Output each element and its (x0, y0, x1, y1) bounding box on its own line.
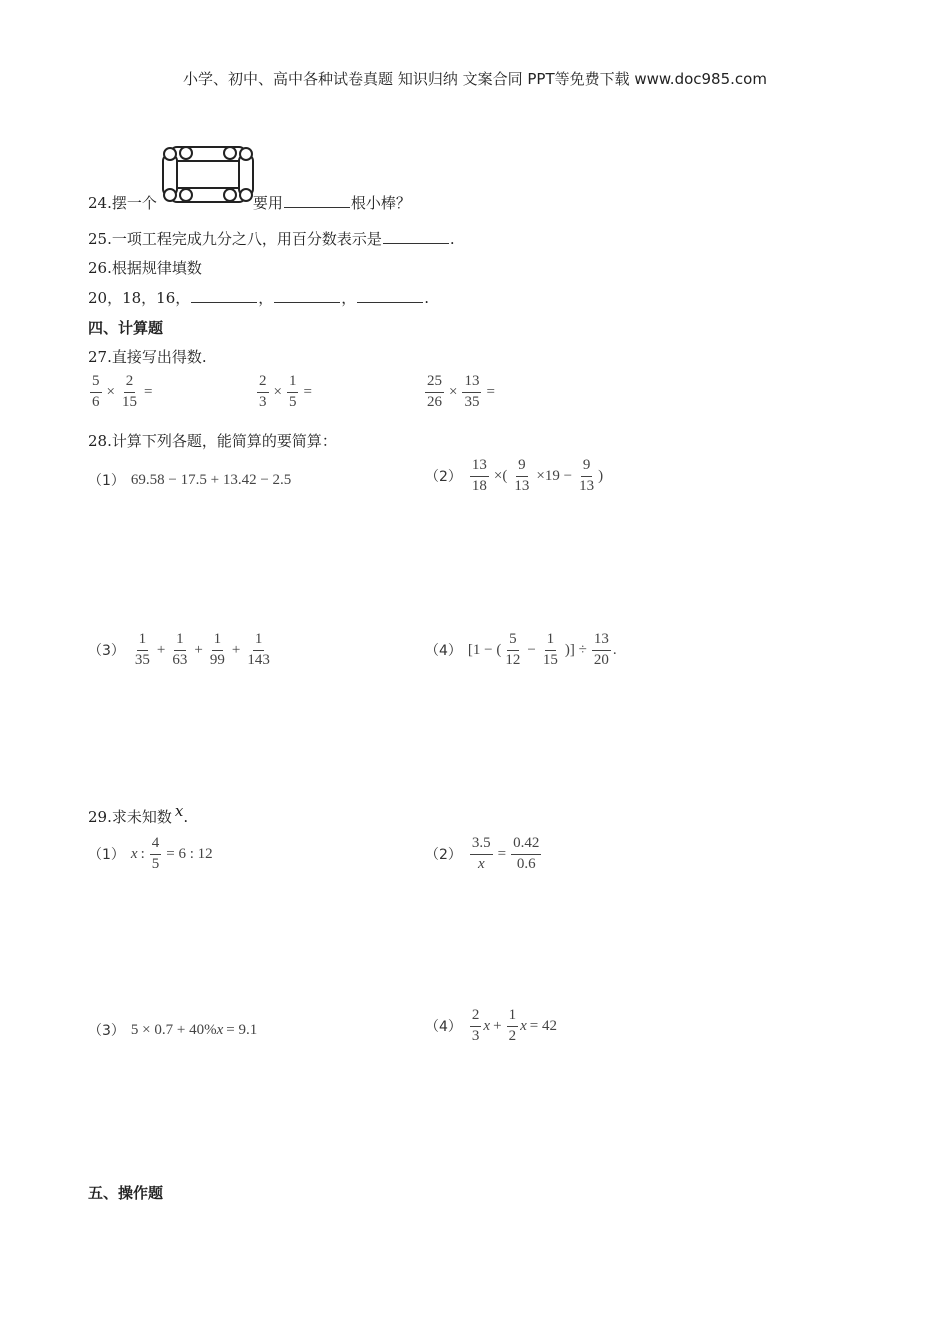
fraction (170, 632, 189, 669)
expression: 5 × 0.7 + 40% (130, 1021, 217, 1038)
part-label: （1） (88, 847, 125, 864)
fraction (470, 1008, 482, 1045)
denominator: 15 (542, 651, 558, 668)
denominator: 6 (92, 393, 100, 410)
q28-part-3 (88, 632, 274, 669)
part-label: （4） (425, 1019, 462, 1036)
numerator: 5 (507, 632, 519, 651)
equals-sign: = (143, 383, 153, 400)
operator: )] ÷ (564, 641, 587, 658)
fraction (512, 458, 531, 495)
denominator: 35 (464, 393, 480, 410)
q26-blank-2[interactable] (274, 288, 340, 303)
part-label: （4） (425, 643, 462, 660)
numerator: 1 (174, 632, 186, 651)
variable-x: x (483, 1017, 491, 1034)
denominator: 3 (259, 393, 267, 410)
denominator: 99 (209, 651, 225, 668)
minus-sign: − (527, 641, 536, 658)
variable-x: x (520, 1017, 527, 1034)
numerator: 1 (253, 632, 265, 651)
q27-item-3 (423, 374, 498, 411)
fraction (462, 374, 481, 411)
q29-part-2 (425, 836, 543, 873)
fraction (577, 458, 596, 495)
part-label: （3） (88, 1023, 125, 1039)
plus-sign: + (493, 1017, 502, 1034)
equals-sign: = (303, 383, 312, 400)
expression: = 42 (529, 1017, 557, 1034)
equals-sign: = (486, 383, 495, 400)
operator: ×( (493, 467, 508, 484)
fraction (150, 836, 162, 873)
fraction (470, 458, 489, 495)
denominator: 12 (505, 651, 521, 668)
q24-prefix: 摆一个 (111, 194, 157, 212)
plus-sign: + (156, 641, 166, 658)
denominator: 13 (579, 477, 595, 494)
numerator: 1 (137, 632, 149, 651)
denominator: 26 (427, 393, 442, 410)
numerator: 25 (425, 374, 444, 393)
q26-title: 26.根据规律填数 (88, 259, 202, 277)
q29-title-text: 29.求未知数 (88, 808, 172, 826)
q28-part-1 (88, 470, 291, 490)
fraction (287, 374, 299, 411)
denominator: 15 (121, 393, 137, 410)
denominator: x (477, 855, 485, 872)
q26-blank-1[interactable] (191, 288, 257, 303)
numerator: 5 (90, 374, 102, 393)
fraction (257, 374, 269, 411)
numerator: 4 (150, 836, 162, 855)
fraction (541, 632, 560, 669)
colon: : (140, 845, 145, 862)
q28-title: 28.计算下列各题，能简算的要简算： (88, 432, 337, 450)
q24-number: 24. (88, 194, 112, 212)
fraction (511, 836, 541, 873)
numerator: 13 (462, 374, 481, 393)
numerator: 0.42 (511, 836, 541, 855)
numerator: 9 (581, 458, 593, 477)
part-label: （2） (425, 469, 462, 486)
numerator: 9 (516, 458, 528, 477)
variable-x: x (216, 1021, 224, 1038)
denominator: 18 (471, 477, 487, 494)
q25-end: . (449, 230, 455, 248)
denominator: 5 (151, 855, 160, 872)
q25-answer-blank[interactable] (383, 229, 449, 244)
fraction (245, 632, 272, 669)
denominator: 2 (508, 1027, 517, 1044)
numerator: 13 (470, 458, 489, 477)
fraction (592, 632, 611, 669)
denominator: 0.6 (516, 855, 536, 872)
denominator: 63 (172, 651, 188, 668)
q27-item-1 (88, 374, 155, 411)
q26-sep2: ， (341, 289, 357, 307)
section-4-heading: 四、计算题 (88, 319, 164, 337)
q26-blank-3[interactable] (357, 288, 423, 303)
q27-title: 27.直接写出得数. (88, 348, 207, 366)
variable-x: x (130, 845, 138, 862)
operator: [1 − ( (467, 641, 502, 658)
period: . (183, 808, 189, 826)
times-sign: × (106, 383, 115, 400)
plus-sign: + (194, 641, 203, 658)
q28-part-2 (425, 458, 603, 495)
denominator: 13 (514, 477, 530, 494)
denominator: 143 (247, 651, 270, 668)
question-25 (88, 228, 455, 249)
times-sign: × (273, 383, 282, 400)
variable-x: x (174, 802, 184, 820)
denominator: 5 (288, 393, 297, 410)
q29-part-1 (88, 836, 216, 873)
operator: ×19 − (536, 467, 573, 484)
numerator: 1 (287, 374, 299, 393)
numerator: 1 (545, 632, 557, 651)
expression: = 9.1 (226, 1021, 258, 1038)
q26-seq: 20，18，16， (88, 289, 191, 307)
fraction (425, 374, 444, 411)
fraction (503, 632, 522, 669)
numerator: 3.5 (470, 836, 493, 855)
denominator: 3 (471, 1027, 480, 1044)
q29-part-4 (425, 1008, 560, 1045)
numerator: 1 (212, 632, 224, 651)
q28-part-4 (425, 632, 617, 669)
fraction (507, 1008, 519, 1045)
part-label: （1） (88, 473, 125, 489)
numerator: 2 (470, 1008, 482, 1027)
q27-item-2 (255, 374, 315, 411)
q29-title (88, 802, 189, 827)
equals-sign: = (497, 845, 507, 862)
section-5-heading: 五、操作题 (88, 1184, 164, 1202)
q24-suffix: 根小棒？ (350, 194, 411, 212)
period: . (612, 641, 617, 658)
q24-middle: 要用 (252, 194, 283, 212)
operator: ) (598, 467, 604, 484)
question-24 (88, 192, 411, 213)
page-header: 小学、初中、高中各种试卷真题 知识归纳 文案合同 PPT等免费下载 www.doc985.com (183, 70, 767, 88)
fraction (208, 632, 227, 669)
q26-end: . (424, 289, 430, 307)
q24-answer-blank[interactable] (284, 193, 350, 208)
q25-text: 25.一项工程完成九分之八，用百分数表示是 (88, 230, 382, 248)
part-label: （2） (425, 847, 462, 864)
denominator: 35 (134, 651, 150, 668)
plus-sign: + (231, 641, 241, 658)
denominator: 20 (593, 651, 609, 668)
fraction (133, 632, 152, 669)
part-label: （3） (88, 643, 125, 660)
q29-part-3 (88, 1020, 260, 1040)
expression: = 6 : 12 (166, 845, 213, 862)
q26-sep1: ， (258, 289, 274, 307)
fraction (120, 374, 139, 411)
fraction (90, 374, 102, 411)
numerator: 2 (257, 374, 269, 393)
fraction (470, 836, 493, 873)
numerator: 13 (592, 632, 611, 651)
times-sign: × (449, 383, 458, 400)
expression: 69.58 − 17.5 + 13.42 − 2.5 (130, 471, 292, 488)
q26-sequence (88, 287, 429, 308)
numerator: 2 (124, 374, 136, 393)
numerator: 1 (507, 1008, 519, 1027)
